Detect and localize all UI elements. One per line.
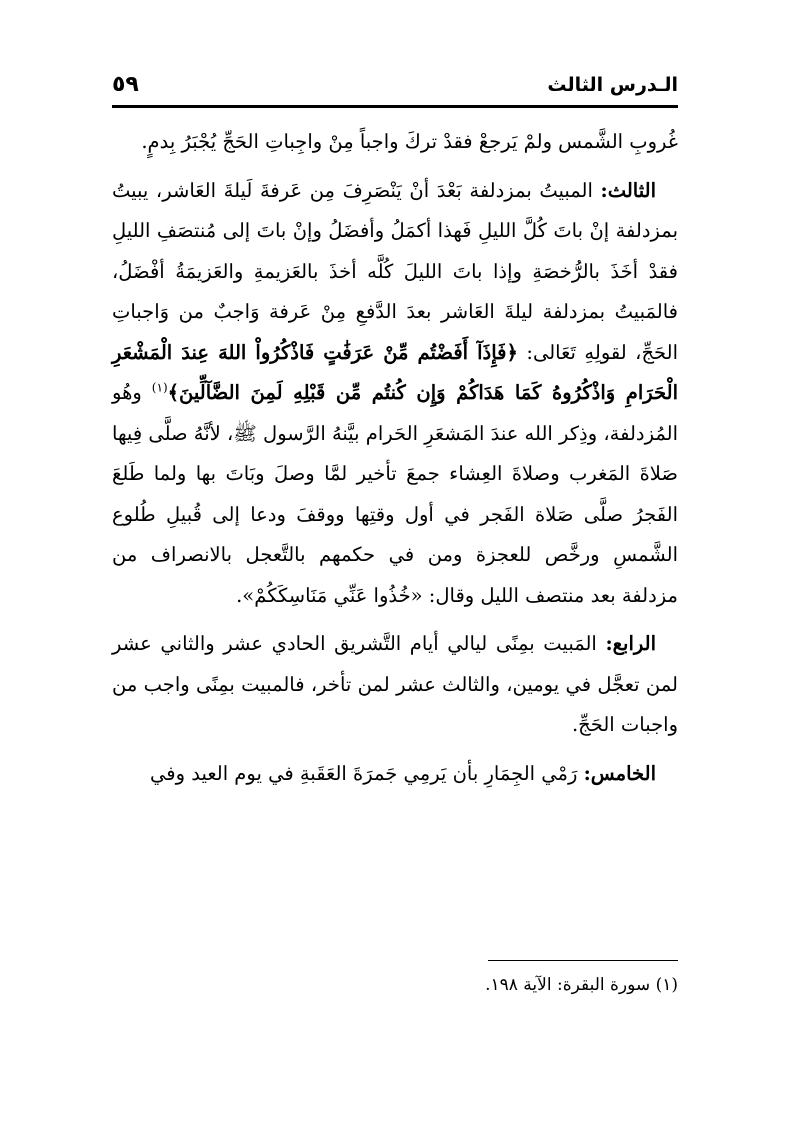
paragraph-third [112,171,678,617]
paragraph-fifth [112,754,678,795]
paragraph-fourth-text: المَبيت بمِنًى ليالي أيام التَّشريق الحادي عشر والثاني عشر لمن تعجَّل في يومين، والثالث عشر لمن تأخر، فالمبيت بمِنًى واجب من واجبات الحَجِّ. [112,632,678,736]
footnote-marker: (١) [151,380,168,395]
footnote-divider [488,960,678,961]
body-text [112,122,678,794]
paragraph-fourth [112,624,678,746]
paragraph-lead-fourth: الرابع: [605,632,656,655]
paragraph-fifth-text: رَمْي الجِمَارِ بأن يَرمِي جَمرَةَ العَقَبةِ في يوم العيد وفي [150,761,578,785]
paragraph-third-continued: وهُو المُزدلفة، وذِكر الله عندَ المَشعَرِ الحَرام بيَّنهُ الرَّسول ﷺ، لأنَّهُ صلَّى فِيها صَلاةَ المَغرب وصلاةَ العِشاء جمعَ تأخير لمَّا وصلَ وبَاتَ بها ولما طَلعَ الفَجرُ صلَّى صَلاة الفَجر في أول وقتِها ووقفَ ودعا إلى قُبيلِ طُلوع الشَّمسِ ورخَّص للعجزة ومن في حكمهم بالتَّعجل بالانصراف من مزدلفة بعد منتصف الليل وقال: «خُذُوا عَنِّي مَنَاسِكَكُمْ». [112,381,678,607]
paragraph-lead-third: الثالث: [600,178,656,202]
paragraph-continuation: غُروبِ الشَّمس ولمْ يَرجعْ فقدْ تركَ واجباً مِنْ واجِباتِ الحَجِّ يُجْبَرُ بِدمٍ. [141,130,678,153]
chapter-title: الـدرس الثالث [547,74,678,96]
page-number: ٥٩ [112,72,139,97]
quran-verse: ﴿فَإِذَآ أَفَضْتُم مِّنْ عَرَفَٰتٍ فَاذْكُرُواْ اللهَ عِندَ الْمَشْعَرِ الْحَرَامِ وَاذْكُرُوهُ كَمَا هَدَاكُمْ وَإِن كُنتُم مِّن قَبْلِهِ لَمِنَ الضَّآلِّينَ﴾ [112,340,678,404]
footnote: (١) سورة البقرة: الآية ١٩٨. [485,975,678,995]
page-header [112,68,678,104]
paragraph-lead-fifth: الخامس: [583,761,656,785]
paragraph-third-text: المبيتُ بمزدلفة بَعْدَ أنْ يَنْصَرِفَ مِن عَرفةَ لَيلةَ العَاشر، يبيتُ بمزدلفة إنْ باتَ كُلَّ الليلِ فَهذا أكمَلُ وأفضَلُ وإنْ باتَ إلى مُنتصَفِ الليلِ فقدْ أخَذَ بالرُّخصَةِ وإذا باتَ الليلَ كُلَّه أخذَ بالعَزيمةِ والعَزيمَةُ أفْضَلُ، فالمَبيتُ بمزدلفة ليلةَ العَاشر بعدَ الدَّفعِ مِنْ عَرفة وَاجبٌ من وَاجباتِ الحَجِّ، لقولِهِ تَعَالى: [112,178,679,364]
header-divider [112,105,678,108]
